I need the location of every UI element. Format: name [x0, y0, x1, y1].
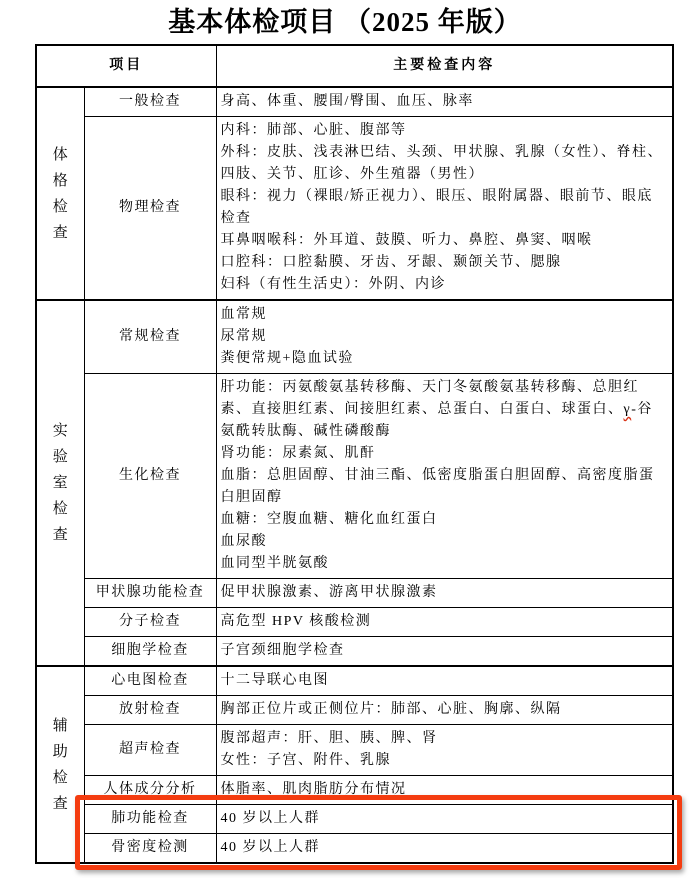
content-line: 尿常规: [220, 329, 267, 344]
content-line: 外科：皮肤、浅表淋巴结、头颈、甲状腺、乳腺（女性）、脊柱、四肢、关节、肛诊、外生殖器（男性）: [220, 145, 663, 182]
table-row: [36, 300, 673, 374]
column-header-content: 主要检查内容: [216, 45, 673, 87]
table-row: [36, 666, 673, 696]
content-line: 粪便常规+隐血试验: [220, 351, 354, 366]
row-content: [216, 87, 673, 117]
group-label: 体 格 检 查: [52, 146, 68, 241]
group-label: 实 验 室 检 查: [52, 423, 68, 543]
content-line: 妇科（有性生活史）：外阴、内诊: [220, 277, 446, 292]
content-line: 血脂：总胆固醇、甘油三酯、低密度脂蛋白胆固醇、高密度脂蛋白胆固醇: [220, 468, 655, 505]
content-line: 女性：子宫、附件、乳腺: [220, 753, 391, 768]
document-title: 基本体检项目 （2025 年版）: [168, 7, 522, 37]
content-line: 体脂率、肌肉脂肪分布情况: [220, 782, 407, 797]
exam-items-table: [35, 44, 674, 864]
table-row: [36, 776, 673, 805]
row-content: [216, 300, 673, 374]
content-line: 腹部超声：肝、胆、胰、脾、肾: [220, 731, 438, 746]
table-row: [36, 805, 673, 834]
row-content: [216, 725, 673, 776]
row-content: [216, 579, 673, 608]
table-row: [36, 579, 673, 608]
content-line: 血尿酸: [220, 534, 267, 549]
content-line: 血同型半胱氨酸: [220, 556, 329, 571]
table-row: [36, 374, 673, 579]
row-label: 分子检查: [84, 608, 216, 637]
content-line: 促甲状腺激素、游离甲状腺激素: [220, 585, 438, 600]
row-content: [216, 637, 673, 667]
content-line: 耳鼻咽喉科：外耳道、鼓膜、听力、鼻腔、鼻窦、咽喉: [220, 233, 593, 248]
row-label: 超声检查: [84, 725, 216, 776]
row-content: [216, 805, 673, 834]
content-line: 眼科：视力（裸眼/矫正视力）、眼压、眼附属器、眼前节、眼底检查: [220, 189, 653, 226]
content-line: 子宫颈细胞学检查: [220, 643, 345, 658]
row-content: [216, 696, 673, 725]
row-label: 细胞学检查: [84, 637, 216, 667]
content-line: 血糖：空腹血糖、糖化血红蛋白: [220, 512, 438, 527]
table-row: [36, 87, 673, 117]
group-cell: [36, 300, 84, 666]
row-label: 心电图检查: [84, 666, 216, 696]
table-row: [36, 696, 673, 725]
content-line: 十二导联心电图: [220, 673, 329, 688]
content-line: 40 岁以上人群: [220, 840, 320, 855]
table-row: [36, 117, 673, 301]
group-label: 辅 助 检 查: [52, 717, 68, 812]
row-label: 肺功能检查: [84, 805, 216, 834]
row-content: [216, 834, 673, 864]
table-row: [36, 637, 673, 667]
row-content: [216, 374, 673, 579]
row-label: 物理检查: [84, 117, 216, 301]
group-cell: [36, 666, 84, 863]
row-label: 放射检查: [84, 696, 216, 725]
content-line: 胸部正位片或正侧位片：肺部、心脏、胸廓、纵隔: [220, 702, 562, 717]
row-content: [216, 666, 673, 696]
row-label: 甲状腺功能检查: [84, 579, 216, 608]
spellcheck-underline: γ: [623, 402, 632, 417]
content-line: 内科：肺部、心脏、腹部等: [220, 123, 407, 138]
content-line: 肝功能：丙氨酸氨基转移酶、天门冬氨酸氨基转移酶、总胆红素、直接胆红素、间接胆红素、总蛋白、白蛋白、球蛋白、γ-谷氨酰转肽酶、碱性磷酸酶: [220, 380, 653, 439]
table-row: [36, 834, 673, 864]
row-label: 一般检查: [84, 87, 216, 117]
row-label: 生化检查: [84, 374, 216, 579]
table-row: [36, 725, 673, 776]
group-cell: [36, 87, 84, 300]
content-line: 口腔科：口腔黏膜、牙齿、牙龈、颞颌关节、腮腺: [220, 255, 562, 270]
row-content: [216, 117, 673, 301]
content-line: 血常规: [220, 307, 267, 322]
row-label: 人体成分分析: [84, 776, 216, 805]
table-row: [36, 608, 673, 637]
row-content: [216, 776, 673, 805]
row-content: [216, 608, 673, 637]
content-line: 身高、体重、腰围/臀围、血压、脉率: [220, 94, 474, 109]
content-line: 40 岁以上人群: [220, 811, 320, 826]
content-line: 高危型 HPV 核酸检测: [220, 614, 372, 629]
column-header-item: 项目: [36, 45, 216, 87]
row-label: 骨密度检测: [84, 834, 216, 864]
header-row: [36, 45, 673, 87]
content-line: 肾功能：尿素氮、肌酐: [220, 446, 376, 461]
row-label: 常规检查: [84, 300, 216, 374]
